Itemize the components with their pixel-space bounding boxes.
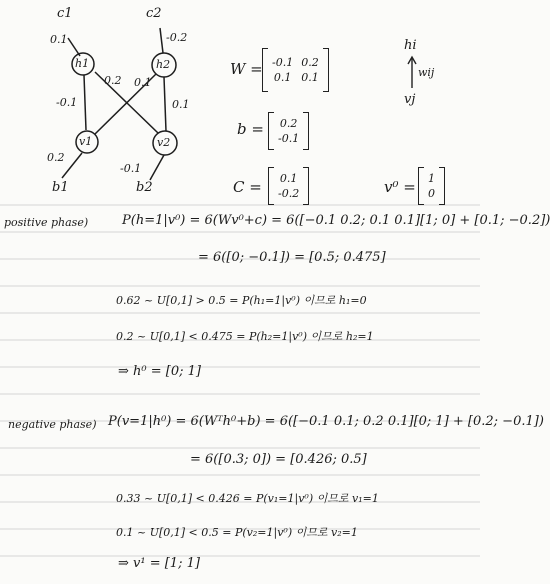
weight-h2-v2: 0.1 — [172, 98, 190, 111]
node-h2-label: h2 — [156, 58, 171, 71]
v0-label: v⁰ = — [384, 178, 416, 196]
node-v2-label: v2 — [157, 136, 171, 149]
negative-sample1: 0.33 ~ U[0,1] < 0.426 = P(v₁=1|v⁰) 이므로 v₁=1 — [116, 492, 379, 505]
negative-result: ⇒ v¹ = [1; 1] — [118, 556, 200, 571]
legend-wij: wij — [418, 66, 435, 79]
v0-1: 1 — [428, 172, 435, 185]
W-12: 0.2 — [301, 56, 319, 69]
label-c1: c1 — [57, 6, 73, 21]
c-1: 0.1 — [279, 172, 298, 185]
W-11: -0.1 — [272, 56, 294, 69]
node-h1-label: h1 — [75, 57, 90, 70]
positive-result: ⇒ h⁰ = [0; 1] — [118, 364, 201, 379]
v0-vector — [418, 167, 445, 205]
label-b2: b2 — [136, 180, 153, 195]
positive-sample1: 0.62 ~ U[0,1] > 0.5 = P(h₁=1|v⁰) 이므로 h₁=0 — [116, 294, 367, 307]
label-c2: c2 — [146, 6, 162, 21]
legend-hi: hi — [404, 38, 417, 53]
b-2: -0.1 — [278, 132, 300, 145]
W-21: 0.1 — [273, 71, 292, 84]
positive-line1: P(h=1|v⁰) = 6(Wv⁰+c) = 6([−0.1 0.2; 0.1 0.1][1; 0] + [0.1; −0.2]) — [122, 213, 550, 228]
negative-sample2: 0.1 ~ U[0,1] < 0.5 = P(v₂=1|v⁰) 이므로 v₂=1 — [116, 526, 358, 539]
legend-vj: vj — [404, 92, 416, 107]
value-b1: 0.2 — [47, 151, 65, 164]
weight-h1-v1: -0.1 — [56, 96, 78, 109]
value-b2: -0.1 — [120, 162, 142, 175]
b-1: 0.2 — [279, 117, 298, 130]
node-v1-label: v1 — [79, 135, 93, 148]
W-22: 0.1 — [301, 71, 319, 84]
c-2: -0.2 — [278, 187, 300, 200]
c-label: C = — [233, 178, 262, 196]
value-c2: -0.2 — [166, 31, 188, 44]
weight-h1-v2: 0.2 — [104, 74, 122, 87]
b-label: b = — [237, 120, 264, 138]
negative-line2: = 6([0.3; 0]) = [0.426; 0.5] — [190, 452, 367, 467]
value-c1: 0.1 — [50, 33, 68, 46]
positive-line2: = 6([0; −0.1]) = [0.5; 0.475] — [198, 250, 386, 265]
label-b1: b1 — [52, 180, 69, 195]
positive-sample2: 0.2 ~ U[0,1] < 0.475 = P(h₂=1|v⁰) 이므로 h₂=1 — [116, 330, 374, 343]
positive-phase-label: positive phase) — [4, 216, 89, 229]
negative-phase-label: negative phase) — [8, 418, 97, 431]
weight-h2-v1: 0.1 — [134, 76, 152, 89]
W-label: W = — [230, 60, 263, 78]
v0-2: 0 — [428, 187, 435, 200]
negative-line1: P(v=1|h⁰) = 6(Wᵀh⁰+b) = 6([−0.1 0.1; 0.2 0.1][0; 1] + [0.2; −0.1]) — [108, 414, 544, 429]
